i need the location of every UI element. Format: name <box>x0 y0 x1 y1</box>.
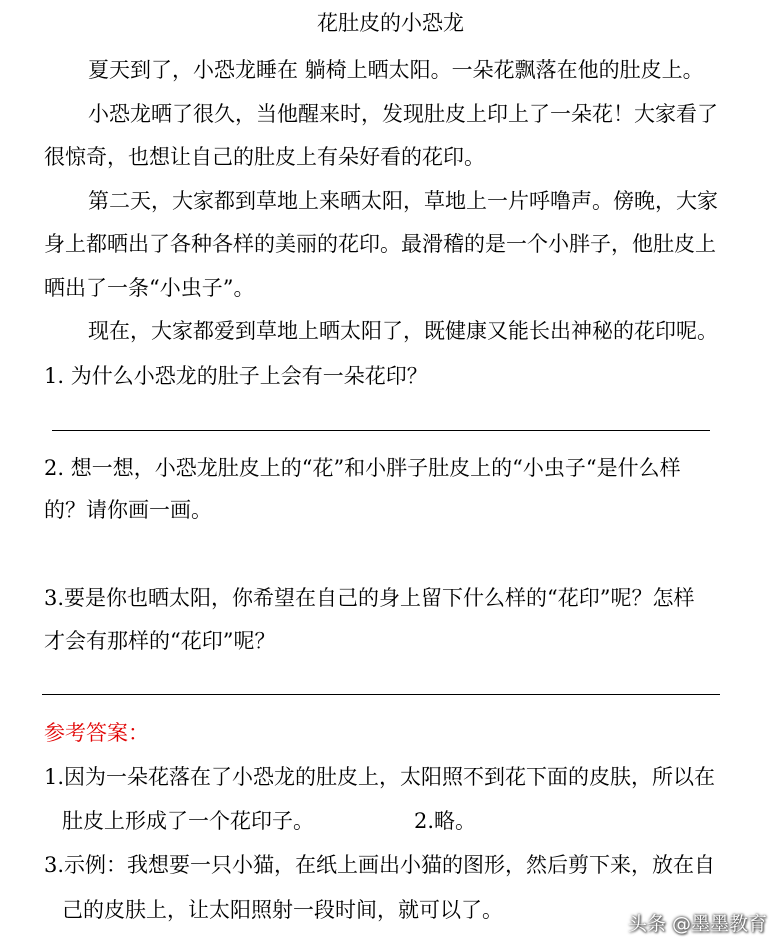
story-paragraph-3-line-2: 身上都晒出了各种各样的美丽的花印。最滑稽的是一个小胖子，他肚皮上 <box>44 232 716 256</box>
answer-line-1 <box>52 430 710 431</box>
story-paragraph-4: 现在，大家都爱到草地上晒太阳了，既健康又能长出神秘的花印呢。 <box>88 319 718 343</box>
question-1: 1. 为什么小恐龙的肚子上会有一朵花印？ <box>44 364 428 388</box>
story-paragraph-2-line-1: 小恐龙晒了很久，当他醒来时，发现肚皮上印上了一朵花！大家看了 <box>88 102 718 126</box>
answer-3-line-1: 3.示例：我想要一只小猫，在纸上画出小猫的图形，然后剪下来，放在自 <box>44 853 716 877</box>
answer-line-3 <box>42 694 720 695</box>
story-paragraph-1: 夏天到了，小恐龙睡在 躺椅上晒太阳。一朵花飘落在他的肚皮上。 <box>88 58 704 82</box>
story-paragraph-3-line-3: 晒出了一条“小虫子”。 <box>44 276 255 300</box>
answer-1-line-2: 肚皮上形成了一个花印子。 <box>62 809 314 833</box>
question-2-line-1: 2. 想一想，小恐龙肚皮上的“花”和小胖子肚皮上的“小虫子“是什么样 <box>44 456 681 480</box>
answer-3-line-2: 己的皮肤上，让太阳照射一段时间，就可以了。 <box>62 898 503 922</box>
story-paragraph-2-line-2: 很惊奇，也想让自己的肚皮上有朵好看的花印。 <box>44 145 485 169</box>
answer-2: 2.略。 <box>414 809 477 833</box>
answer-key-heading: 参考答案： <box>44 721 149 745</box>
question-3-line-2: 才会有那样的“花印”呢？ <box>44 629 276 653</box>
answer-1-line-1: 1.因为一朵花落在了小恐龙的肚皮上，太阳照不到花下面的皮肤，所以在 <box>44 765 716 789</box>
watermark: 头条 @墨墨教育 <box>627 913 767 935</box>
story-title: 花肚皮的小恐龙 <box>317 11 464 35</box>
question-3-line-1: 3.要是你也晒太阳，你希望在自己的身上留下什么样的“花印”呢？怎样 <box>44 586 695 610</box>
question-2-line-2: 的？请你画一画。 <box>44 498 212 522</box>
story-paragraph-3-line-1: 第二天，大家都到草地上来晒太阳，草地上一片呼噜声。傍晚，大家 <box>88 189 718 213</box>
